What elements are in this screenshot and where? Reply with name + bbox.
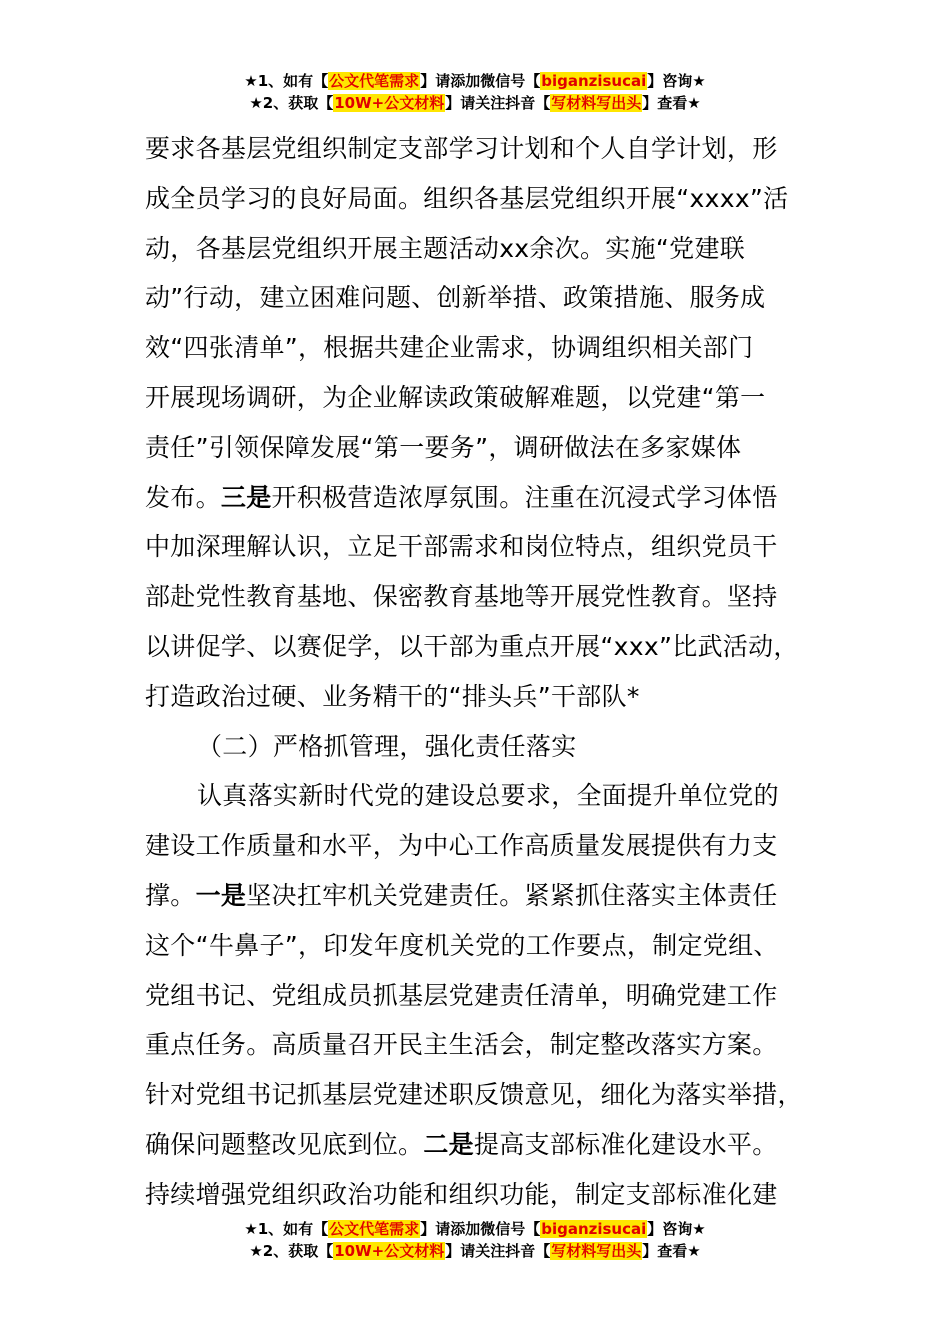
banner-highlight: biganzisucai bbox=[541, 1220, 647, 1238]
text-line: 要求各基层党组织制定支部学习计划和个人自学计划，形 bbox=[145, 134, 778, 163]
text-line: 责任”引领保障发展“第一要务”，调研做法在多家媒体 bbox=[145, 432, 742, 462]
banner-text: ★2、获取【 bbox=[249, 94, 334, 112]
banner-highlight: 公文代笔需求 bbox=[329, 72, 420, 90]
text-run: 坚决扛牢机关党建责任。紧紧抓住落实主体责任 bbox=[246, 880, 778, 910]
banner-highlight: 公文代笔需求 bbox=[329, 1220, 420, 1238]
text-line: 打造政治过硬、业务精干的“排头兵”干部队* bbox=[145, 681, 640, 711]
banner-text: ★2、获取【 bbox=[249, 1242, 334, 1260]
text-line: 中加深理解认识，立足干部需求和岗位特点，组织党员干 bbox=[145, 532, 778, 562]
banner-line-2 bbox=[0, 1240, 950, 1262]
text-line: 部赴党性教育基地、保密教育基地等开展党性教育。坚持 bbox=[145, 582, 778, 612]
text-run: 确保问题整改见底到位。 bbox=[145, 1129, 424, 1159]
text-line: 党组书记、党组成员抓基层党建责任清单，明确党建工作 bbox=[145, 980, 778, 1010]
text-line: 重点任务。高质量召开民主生活会，制定整改落实方案。 bbox=[145, 1030, 778, 1060]
banner-text: ★1、如有【 bbox=[244, 72, 329, 90]
text-line: 持续增强党组织政治功能和组织功能，制定支部标准化建 bbox=[145, 1179, 778, 1209]
banner-text: 】请关注抖音【 bbox=[445, 94, 551, 112]
banner-text: 】咨询★ bbox=[647, 72, 706, 90]
section-heading: （二）严格抓管理，强化责任落实 bbox=[197, 731, 577, 761]
header-banner bbox=[0, 70, 950, 114]
text-run: 开积极营造浓厚氛围。注重在沉浸式学习体悟 bbox=[271, 482, 778, 512]
banner-text: 】请添加微信号【 bbox=[420, 1220, 541, 1238]
text-run: 提高支部标准化建设水平。 bbox=[473, 1129, 778, 1159]
text-line: 认真落实新时代党的建设总要求，全面提升单位党的 bbox=[197, 781, 779, 811]
banner-text: 】查看★ bbox=[642, 1242, 701, 1260]
banner-highlight: biganzisucai bbox=[541, 72, 647, 90]
text-line: 开展现场调研，为企业解读政策破解难题，以党建“第一 bbox=[145, 382, 766, 412]
bold-marker: 三是 bbox=[220, 482, 272, 512]
text-line: 建设工作质量和水平，为中心工作高质量发展提供有力支 bbox=[145, 831, 778, 861]
banner-text: 】请关注抖音【 bbox=[445, 1242, 551, 1260]
text-line: 效“四张清单”，根据共建企业需求，协调组织相关部门 bbox=[145, 333, 754, 363]
text-line: 成全员学习的良好局面。组织各基层党组织开展“xxxx”活 bbox=[145, 183, 789, 213]
text-line bbox=[145, 473, 825, 523]
footer-banner bbox=[0, 1218, 950, 1262]
banner-line-1 bbox=[0, 1218, 950, 1240]
document-body bbox=[145, 124, 825, 1220]
banner-line-1 bbox=[0, 70, 950, 92]
text-line: 动”行动，建立困难问题、创新举措、政策措施、服务成 bbox=[145, 283, 766, 313]
text-line bbox=[145, 1120, 825, 1170]
text-line: 动，各基层党组织开展主题活动xx余次。实施“党建联 bbox=[145, 233, 746, 263]
banner-text: 】咨询★ bbox=[647, 1220, 706, 1238]
text-line: 以讲促学、以赛促学，以干部为重点开展“xxx”比武活动， bbox=[145, 631, 799, 661]
banner-highlight: 写材料写出头 bbox=[551, 94, 642, 112]
banner-text: 】请添加微信号【 bbox=[420, 72, 541, 90]
banner-highlight: 10W+公文材料 bbox=[334, 1242, 445, 1260]
text-line: 这个“牛鼻子”，印发年度机关党的工作要点，制定党组、 bbox=[145, 930, 779, 960]
banner-highlight: 写材料写出头 bbox=[551, 1242, 642, 1260]
text-line bbox=[145, 871, 825, 921]
banner-highlight: 10W+公文材料 bbox=[334, 94, 445, 112]
bold-marker: 二是 bbox=[423, 1129, 474, 1159]
banner-line-2 bbox=[0, 92, 950, 114]
text-run: 发布。 bbox=[145, 482, 221, 512]
text-line: 针对党组书记抓基层党建述职反馈意见，细化为落实举措， bbox=[145, 1080, 803, 1110]
banner-text: 】查看★ bbox=[642, 94, 701, 112]
banner-text: ★1、如有【 bbox=[244, 1220, 329, 1238]
text-run: 撑。 bbox=[145, 880, 196, 910]
bold-marker: 一是 bbox=[195, 880, 247, 910]
